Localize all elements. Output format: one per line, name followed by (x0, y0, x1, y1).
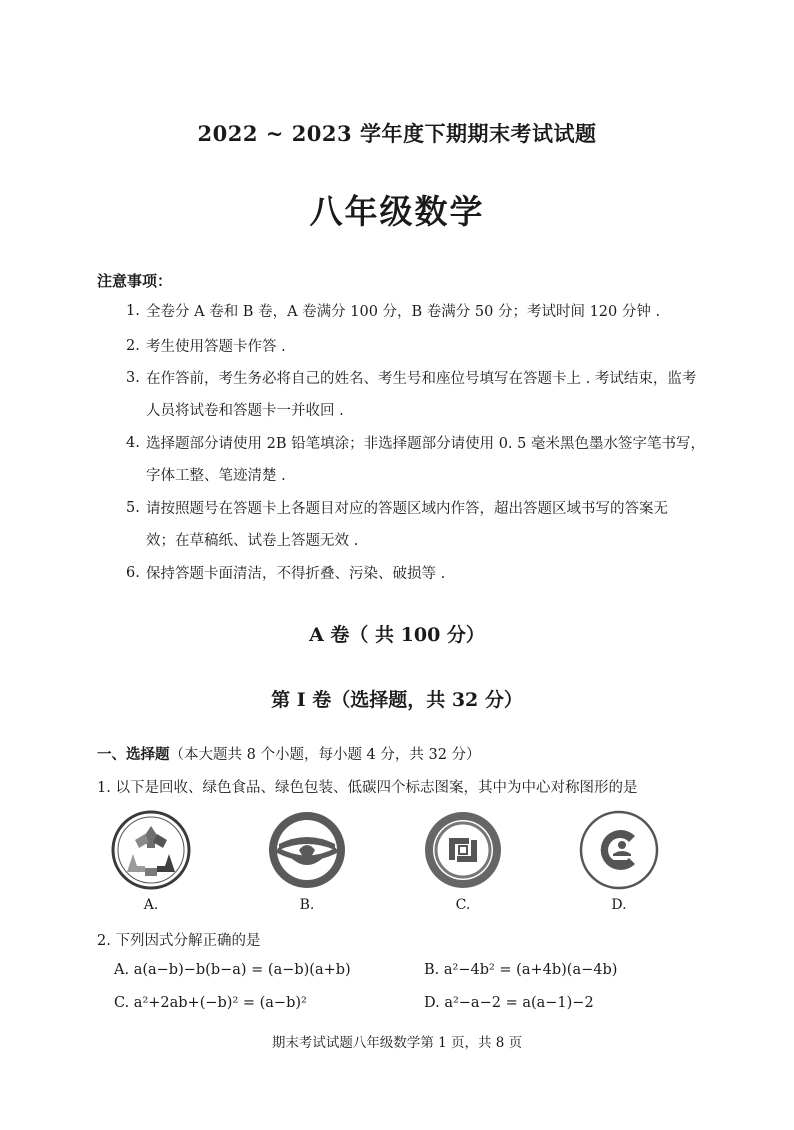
notice-num: 4. (126, 435, 140, 451)
question-2-option-c: C. a²+2ab+(−b)² = (a−b)² (114, 995, 307, 1011)
question-2-option-a: A. a(a−b)−b(b−a) = (a−b)(a+b) (114, 962, 351, 978)
notice-num: 6. (126, 565, 140, 581)
notice-num: 1. (126, 303, 140, 319)
notice-line: 全卷分 A 卷和 B 卷，A 卷满分 100 分，B 卷满分 50 分；考试时间 120 分钟 . (146, 304, 661, 320)
question-1-text: 1. 以下是回收、绿色食品、绿色包装、低碳四个标志图案，其中为中心对称图形的是 (97, 780, 638, 796)
exam-title: 2022 ~ 2023 学年度下期期末考试试题 (197, 121, 597, 146)
question-2-option-b: B. a²−4b² = (a+4b)(a−4b) (424, 962, 618, 978)
page-footer: 期末考试试题八年级数学第 1 页，共 8 页 (271, 1035, 523, 1051)
notice-heading: 注意事项： (97, 272, 173, 290)
notice-line: 字体工整、笔迹清楚 . (146, 468, 286, 484)
notice-line: 选择题部分请使用 2B 铅笔填涂；非选择题部分请使用 0. 5 毫米黑色墨水签字笔书写， (146, 436, 705, 452)
green-food-logo-icon (267, 810, 347, 890)
option-b-label: B. (299, 897, 315, 913)
mc-heading-bold: 一、选择题 (97, 746, 170, 763)
question-2-option-d: D. a²−a−2 = a(a−1)−2 (424, 995, 594, 1011)
section-a-heading: A 卷（ 共 100 分） (309, 624, 485, 646)
notice-line: 人员将试卷和答题卡一并收回 . (146, 403, 344, 419)
option-a-label: A. (143, 897, 159, 913)
section-1-heading: 第 Ⅰ 卷（选择题，共 32 分） (271, 689, 523, 711)
low-carbon-logo-icon (579, 810, 659, 890)
option-d-label: D. (611, 897, 627, 913)
notice-num: 2. (126, 338, 140, 354)
green-packaging-logo-icon (423, 810, 503, 890)
mc-heading-rest: （本大题共 8 个小题，每小题 4 分，共 32 分） (169, 747, 481, 763)
multiple-choice-heading (97, 743, 481, 764)
notice-line: 请按照题号在答题卡上各题目对应的答题区域内作答，超出答题区域书写的答案无 (146, 501, 668, 517)
question-2-text: 2. 下列因式分解正确的是 (97, 933, 261, 949)
notice-line: 考生使用答题卡作答 . (146, 339, 286, 355)
notice-line: 在作答前，考生务必将自己的姓名、考生号和座位号填写在答题卡上 . 考试结束，监考 (146, 371, 697, 387)
notice-line: 保持答题卡面清洁，不得折叠、污染、破损等 . (146, 566, 446, 582)
recycle-logo-icon (111, 810, 191, 890)
notice-num: 3. (126, 370, 140, 386)
subject-title: 八年级数学 (309, 192, 485, 231)
notice-line: 效；在草稿纸、试卷上答题无效 . (146, 533, 359, 549)
option-c-label: C. (455, 897, 471, 913)
notice-num: 5. (126, 500, 140, 516)
